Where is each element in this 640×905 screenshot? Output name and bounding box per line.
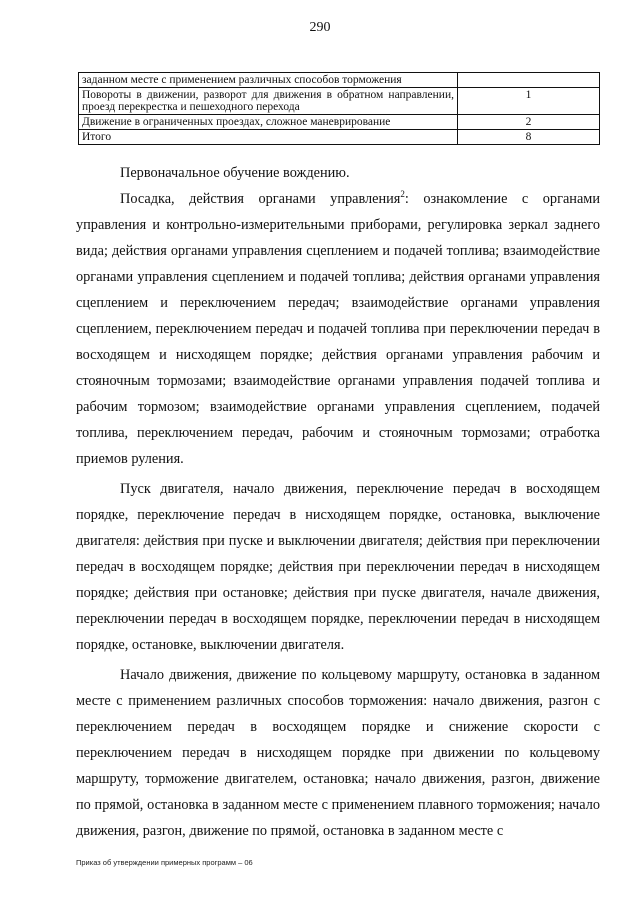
- table-row: [79, 88, 600, 115]
- table-cell-hours: [458, 73, 600, 88]
- table-cell-hours: 2: [458, 115, 600, 130]
- paragraph-rest: : ознакомление с органами управления и контрольно-измерительными приборами, регулировка зеркал заднего вида; действия органами управления сцеплением и подачей топлива; взаимодействие органами управления сцеплением и подачей топлива; действия органами управления сцеплением и переключением передач; взаимодействие органами управления сцеплением, переключением передач и подачей топлива при переключении передач в восходящем и нисходящем порядке; действия органами управления рабочим и стояночным тормозами; взаимодействие органами управления подачей топлива и рабочим тормозом; взаимодействие органами управления сцеплением, подачей топлива, переключением передач, рабочим и стояночным тормозами; отработка приемов руления.: [76, 191, 600, 467]
- table-cell-name: Движение в ограниченных проездах, сложное маневрирование: [79, 115, 458, 130]
- table-row: [79, 73, 600, 88]
- footer-note: Приказ об утверждении примерных программ – 06: [76, 858, 253, 867]
- table-cell-hours: 1: [458, 88, 600, 115]
- table-cell-name: Повороты в движении, разворот для движения в обратном направлении, проезд перекрестка и пешеходного перехода: [79, 88, 458, 115]
- footnote-mark: 2: [400, 189, 405, 200]
- body-text: [76, 160, 600, 844]
- table-row: [79, 115, 600, 130]
- paragraph-lead: Пуск двигателя, начало движения, переключение передач в восходящем порядке, переключение передач в нисходящем порядке, остановка, выключение двигателя: действия при пуске и выключении двигателя; действия при переключении передач в восходящем порядке; действия при переключении передач в нисходящем порядке; действия при остановке; действия при пуске двигателя, начале движения, переключении передач в восходящем порядке, переключении передач в нисходящем порядке, остановке, выключении двигателя.: [76, 481, 600, 653]
- paragraph: [76, 476, 600, 658]
- table-cell-name: заданном месте с применением различных способов торможения: [79, 73, 458, 88]
- section-heading: Первоначальное обучение вождению.: [120, 165, 350, 181]
- paragraph-lead: Посадка, действия органами управления: [120, 191, 401, 207]
- paragraph: [76, 186, 600, 472]
- paragraph-lead: Начало движения, движение по кольцевому маршруту, остановка в заданном месте с применением различных способов торможения: начало движения, разгон с переключением передач в восходящем порядке и снижение скорости с переключением передач в нисходящем порядке при движении по кольцевому маршруту, торможение двигателем, остановка; начало движения, разгон, движение по прямой, остановка в заданном месте с применением плавного торможения; начало движения, разгон, движение по прямой, остановка в заданном месте с: [76, 667, 600, 839]
- paragraph: [76, 662, 600, 844]
- table-cell-hours: 8: [458, 130, 600, 145]
- table-cell-name: Итого: [79, 130, 458, 145]
- table-row: [79, 130, 600, 145]
- hours-table: [78, 72, 600, 145]
- page-number: 290: [309, 20, 331, 35]
